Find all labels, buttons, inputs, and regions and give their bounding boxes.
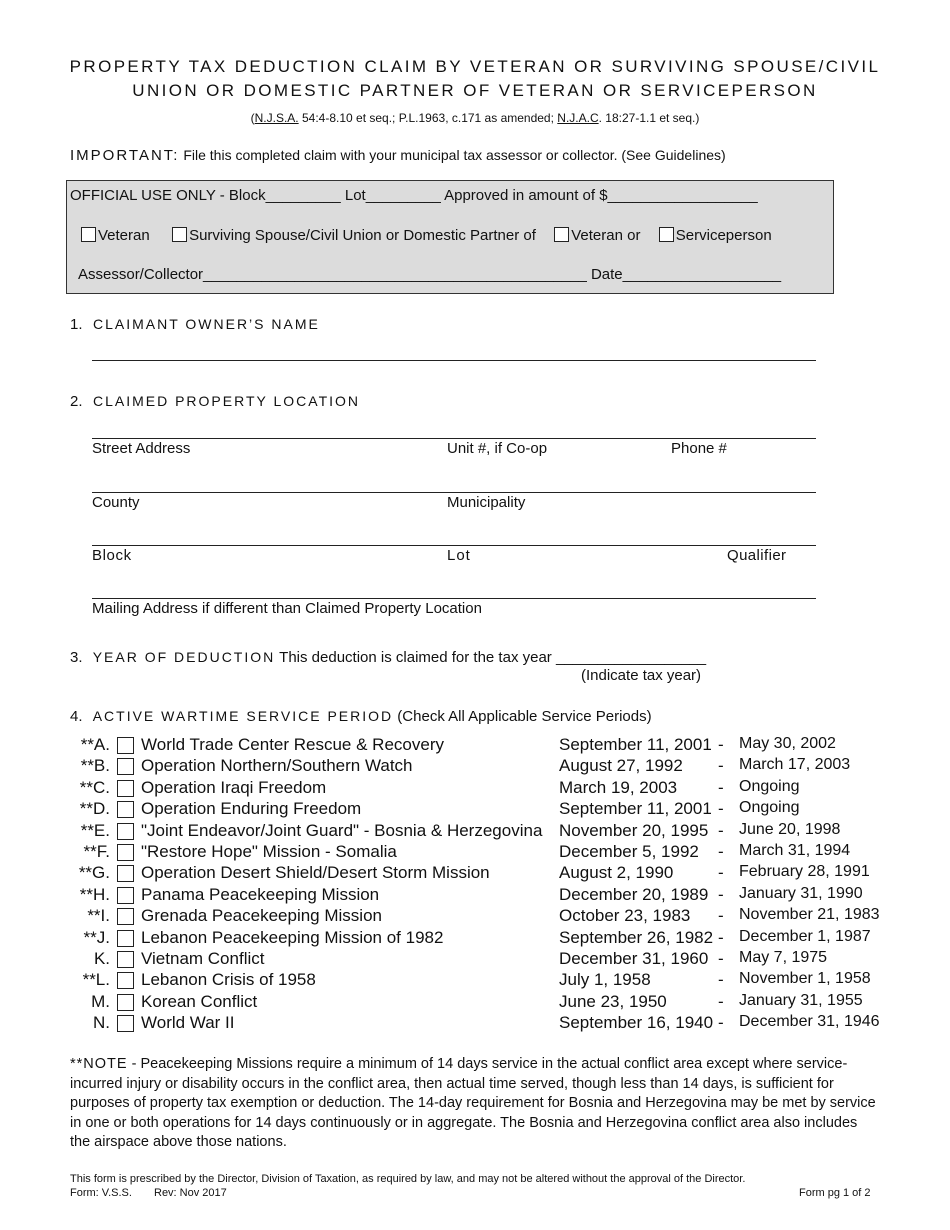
service-period-dash: - [718, 799, 724, 819]
service-period-end: November 1, 1958 [739, 970, 871, 988]
service-period-dash: - [718, 906, 724, 926]
important-label: IMPORTANT: [70, 147, 180, 164]
service-period-checkbox[interactable] [117, 737, 134, 754]
qualifier-label: Qualifier [727, 547, 787, 564]
service-period-checkbox[interactable] [117, 908, 134, 925]
municipality-label: Municipality [447, 494, 526, 511]
service-period-row [0, 1013, 950, 1034]
section-2-number: 2. [70, 393, 83, 410]
citation-njac: N.J.A.C [557, 111, 599, 125]
unit-label: Unit #, if Co-op [447, 440, 548, 457]
service-period-letter: **F. [83, 842, 110, 861]
official-veteran-or-checkbox[interactable] [554, 227, 569, 242]
citation-mid: 54:4-8.10 et seq.; P.L.1963, c.171 as amended; [298, 111, 558, 125]
service-period-checkbox[interactable] [117, 972, 134, 989]
street-address-line[interactable] [92, 438, 816, 439]
citation-njsa: N.J.S.A. [254, 111, 299, 125]
service-period-dash: - [718, 991, 724, 1011]
service-period-row [0, 799, 950, 820]
service-period-end: January 31, 1990 [739, 884, 863, 902]
block-line[interactable] [92, 545, 816, 546]
service-period-letter: **H. [79, 884, 110, 904]
service-period-start: September 11, 2001 [559, 799, 712, 819]
service-period-name: Lebanon Peacekeeping Mission of 1982 [141, 927, 444, 947]
section-4-hint: (Check All Applicable Service Periods) [393, 708, 652, 725]
service-period-end: May 30, 2002 [739, 735, 836, 752]
service-period-letter: K. [93, 949, 110, 968]
county-label: County [92, 494, 140, 511]
street-address-label: Street Address [92, 440, 191, 457]
official-use-row-3: Assessor/Collector______________________________________________ Date___________________ [78, 266, 782, 283]
service-period-checkbox[interactable] [117, 887, 134, 904]
footer-prescribed: This form is prescribed by the Director, Division of Taxation, as required by law, and may not be altered without the approval of the Director. [70, 1173, 746, 1185]
service-period-end: June 20, 1998 [739, 820, 841, 838]
service-period-letter: M. [91, 991, 110, 1011]
service-period-start: November 20, 1995 [559, 820, 709, 840]
note-label: **NOTE [70, 1056, 128, 1072]
service-period-dash: - [718, 735, 724, 754]
official-use-box [66, 180, 834, 294]
footer-form-id: Form: V.S.S. [70, 1187, 132, 1199]
service-period-start: March 19, 2003 [559, 777, 678, 797]
service-period-row [0, 821, 950, 842]
service-period-end: March 17, 2003 [739, 756, 851, 774]
service-period-checkbox[interactable] [117, 1015, 134, 1032]
service-period-start: December 20, 1989 [559, 884, 709, 904]
service-period-checkbox[interactable] [117, 780, 134, 797]
service-period-end: Ongoing [739, 799, 800, 817]
service-period-row [0, 949, 950, 970]
service-period-end: January 31, 1955 [739, 991, 863, 1009]
service-period-row [0, 906, 950, 927]
citation-suffix: . 18:27-1.1 et seq.) [598, 111, 700, 125]
service-period-start: July 1, 1958 [559, 970, 651, 990]
official-veteran-label: Veteran [98, 227, 150, 244]
official-serviceperson-checkbox[interactable] [659, 227, 674, 242]
service-period-name: "Restore Hope" Mission - Somalia [141, 842, 397, 861]
service-period-end: December 1, 1987 [739, 927, 871, 945]
service-period-name: World War II [141, 1013, 235, 1033]
block-label: Block [92, 547, 132, 564]
service-period-name: Panama Peacekeeping Mission [141, 884, 380, 904]
service-period-dash: - [718, 863, 724, 883]
service-period-letter: **B. [80, 756, 110, 776]
peacekeeping-note [70, 1055, 880, 1153]
official-veteran-checkbox[interactable] [81, 227, 96, 242]
service-period-dash: - [718, 949, 724, 968]
service-period-dash: - [718, 756, 724, 776]
mailing-address-line[interactable] [92, 598, 816, 599]
service-period-name: Grenada Peacekeeping Mission [141, 906, 382, 926]
service-period-dash: - [718, 777, 724, 797]
section-1-title: CLAIMANT OWNER’S NAME [92, 316, 320, 332]
section-2-heading [70, 393, 360, 411]
service-period-start: June 23, 1950 [559, 991, 667, 1011]
service-period-letter: **G. [78, 863, 110, 883]
claimant-name-line[interactable] [92, 360, 816, 361]
service-period-row [0, 970, 950, 991]
citation-prefix: ( [250, 111, 255, 125]
service-period-letter: **J. [83, 927, 110, 947]
official-surviving-label: Surviving Spouse/Civil Union or Domestic Partner of [189, 227, 536, 244]
section-4-title: ACTIVE WARTIME SERVICE PERIOD [92, 708, 394, 724]
service-period-row [0, 863, 950, 884]
service-period-dash: - [718, 842, 724, 861]
official-surviving-checkbox[interactable] [172, 227, 187, 242]
service-period-dash: - [718, 884, 724, 904]
service-period-name: Vietnam Conflict [141, 949, 265, 968]
form-title-line-2: UNION OR DOMESTIC PARTNER OF VETERAN OR SERVICEPERSON [132, 81, 818, 100]
service-period-start: December 31, 1960 [559, 949, 709, 968]
section-3-number: 3. [70, 649, 83, 666]
section-1-heading [70, 316, 320, 334]
service-period-name: World Trade Center Rescue & Recovery [141, 735, 444, 754]
service-period-end: Ongoing [739, 777, 800, 795]
service-period-checkbox[interactable] [117, 930, 134, 947]
official-use-row-2 [81, 227, 772, 244]
service-period-checkbox[interactable] [117, 823, 134, 840]
service-period-end: November 21, 1983 [739, 906, 880, 924]
service-period-row [0, 735, 950, 756]
service-period-start: October 23, 1983 [559, 906, 691, 926]
service-period-name: Operation Desert Shield/Desert Storm Mission [141, 863, 490, 883]
service-period-start: September 11, 2001 [559, 735, 712, 754]
section-3-title: YEAR OF DEDUCTION [92, 649, 276, 665]
service-period-checkbox[interactable] [117, 844, 134, 861]
phone-label: Phone # [671, 440, 727, 457]
service-period-name: Operation Enduring Freedom [141, 799, 362, 819]
service-period-dash: - [718, 927, 724, 947]
service-period-start: December 5, 1992 [559, 842, 699, 861]
service-period-checkbox[interactable] [117, 865, 134, 882]
service-period-start: August 27, 1992 [559, 756, 683, 776]
section-2-title: CLAIMED PROPERTY LOCATION [92, 393, 361, 409]
service-period-dash: - [718, 970, 724, 990]
service-period-name: Operation Northern/Southern Watch [141, 756, 413, 776]
county-line[interactable] [92, 492, 816, 493]
service-period-name: Operation Iraqi Freedom [141, 777, 327, 797]
lot-label: Lot [447, 547, 471, 564]
service-period-letter: N. [93, 1013, 110, 1033]
important-text: File this completed claim with your municipal tax assessor or collector. (See Guidelines) [179, 147, 726, 163]
service-period-name: Lebanon Crisis of 1958 [141, 970, 316, 990]
service-period-checkbox[interactable] [117, 801, 134, 818]
service-period-checkbox[interactable] [117, 758, 134, 775]
service-period-row [0, 885, 950, 906]
service-period-dash: - [718, 820, 724, 840]
service-period-end: May 7, 1975 [739, 949, 828, 966]
service-period-name: Korean Conflict [141, 991, 258, 1011]
section-4-heading [70, 708, 652, 725]
service-period-letter: **E. [80, 820, 110, 840]
service-period-row [0, 928, 950, 949]
service-period-checkbox[interactable] [117, 951, 134, 968]
important-notice [70, 147, 726, 164]
service-period-letter: **L. [82, 970, 110, 990]
service-period-start: September 16, 1940 [559, 1013, 714, 1033]
service-period-end: March 31, 1994 [739, 842, 851, 859]
service-period-letter: **C. [79, 777, 110, 797]
service-period-end: December 31, 1946 [739, 1013, 880, 1031]
footer-page-number: Form pg 1 of 2 [799, 1187, 871, 1199]
service-period-dash: - [718, 1013, 724, 1033]
service-period-row [0, 778, 950, 799]
service-period-name: "Joint Endeavor/Joint Guard" - Bosnia & Herzegovina [141, 820, 543, 840]
official-veteran-or-label: Veteran or [571, 227, 641, 244]
official-use-row-1: OFFICIAL USE ONLY - Block_________ Lot_________ Approved in amount of $__________________ [70, 187, 758, 204]
note-text: - Peacekeeping Missions require a minimum of 14 days service in the actual conflict area except where service-incurred injury or disability occurs in the conflict area, then actual time served, though less than 14 days, is sufficient for purposes of property tax exemption or deduction. The 14-day requirement for Bosnia and Herzegovina may be met by service in one or both operations for 14 days continuously or in aggregate. The Bosnia and Herzegovina conflict area also includes the airspace above those nations. [70, 1056, 876, 1150]
service-period-row [0, 756, 950, 777]
service-period-start: August 2, 1990 [559, 863, 674, 883]
service-period-row [0, 992, 950, 1013]
service-period-letter: **D. [79, 799, 110, 819]
service-period-end: February 28, 1991 [739, 863, 870, 881]
section-3-text: This deduction is claimed for the tax year __________________ [275, 649, 707, 666]
section-3-heading [70, 649, 706, 666]
section-1-number: 1. [70, 316, 83, 333]
tax-year-hint: (Indicate tax year) [581, 667, 702, 684]
statute-citation [0, 111, 950, 125]
section-4-number: 4. [70, 708, 83, 725]
service-period-row [0, 842, 950, 863]
official-serviceperson-label: Serviceperson [675, 227, 772, 244]
footer-revision: Rev: Nov 2017 [154, 1187, 227, 1199]
service-period-letter: **I. [87, 906, 110, 926]
form-title-line-1: PROPERTY TAX DEDUCTION CLAIM BY VETERAN OR SURVIVING SPOUSE/CIVIL [69, 57, 881, 76]
service-period-checkbox[interactable] [117, 994, 134, 1011]
service-period-start: September 26, 1982 [559, 927, 714, 947]
service-period-letter: **A. [80, 735, 110, 754]
mailing-address-label: Mailing Address if different than Claimed Property Location [92, 600, 482, 617]
